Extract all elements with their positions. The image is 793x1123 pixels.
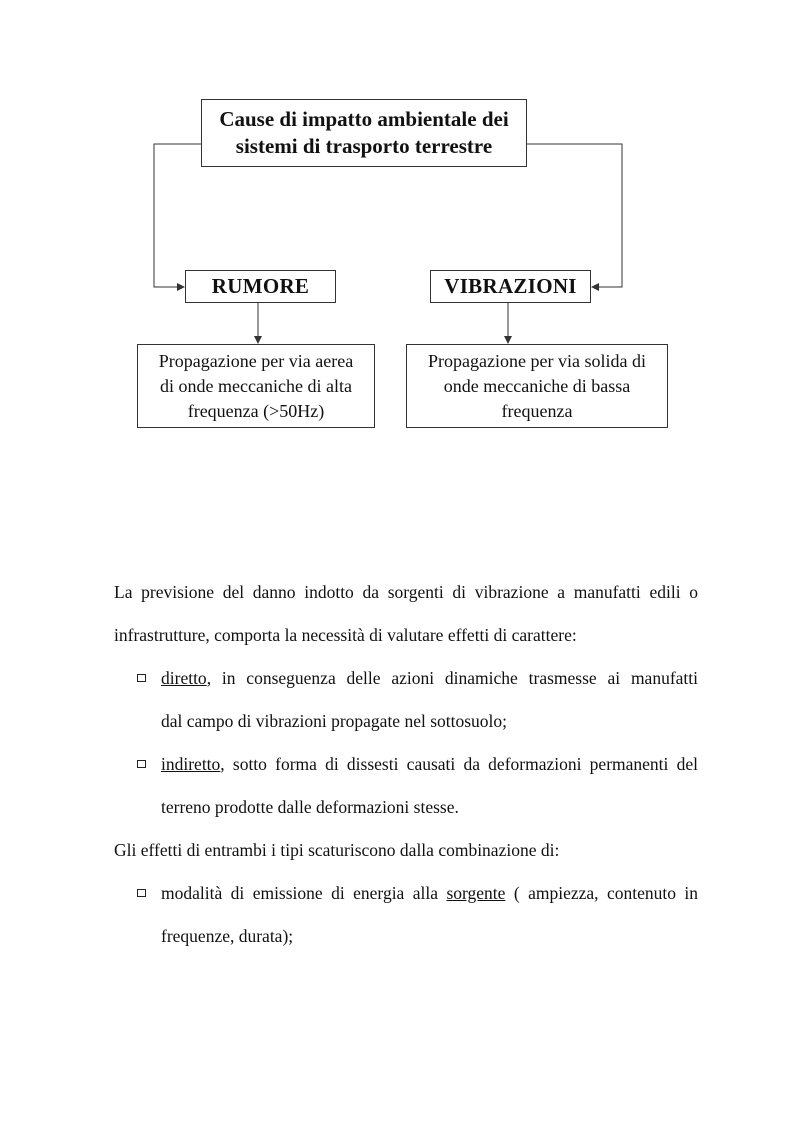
term-indiretto: indiretto: [161, 754, 221, 774]
bullet-diretto-rest: , in conseguenza delle azioni dinamiche trasmesse ai manufatti: [206, 668, 698, 688]
term-sorgente: sorgente: [446, 883, 506, 903]
bullet-diretto-line-2: dal campo di vibrazioni propagate nel sottosuolo;: [161, 711, 508, 731]
intro-line-1: La previsione del danno indotto da sorgenti di vibrazione a manufatti edili o: [114, 582, 698, 602]
arrowhead-rumore: [177, 283, 185, 291]
bullet-diretto-line-1: [161, 668, 698, 688]
diagram-connectors: [0, 0, 793, 460]
bullet-sorgente-line-2: frequenze, durata);: [161, 926, 294, 946]
bullet-square-icon: [137, 674, 146, 682]
bullet-indiretto-rest: , sotto forma di dissesti causati da deformazioni permanenti del: [220, 754, 698, 774]
intro-line-2: infrastrutture, comporta la necessità di valutare effetti di carattere:: [114, 625, 577, 645]
connector-root-to-vibrazioni: [527, 144, 622, 287]
rumore-description-box: Propagazione per via aerea di onde meccaniche di alta frequenza (>50Hz): [137, 344, 375, 428]
bullet-indiretto-line-2: terreno prodotte dalle deformazioni stesse.: [161, 797, 459, 817]
arrowhead-rumore-desc: [254, 336, 262, 344]
vibrazioni-description-box: Propagazione per via solida di onde meccaniche di bassa frequenza: [406, 344, 668, 428]
arrowhead-vibrazioni-desc: [504, 336, 512, 344]
bullet-sorgente-pre: modalità di emissione di energia alla: [161, 883, 447, 903]
root-cause-box: Cause di impatto ambientale dei sistemi di trasporto terrestre: [201, 99, 527, 167]
rumore-box: RUMORE: [185, 270, 336, 303]
bullet-square-icon: [137, 760, 146, 768]
effects-line: Gli effetti di entrambi i tipi scaturiscono dalla combinazione di:: [114, 840, 560, 860]
bullet-sorgente-line-1: [161, 883, 698, 903]
term-diretto: diretto: [161, 668, 207, 688]
bullet-sorgente-post: ( ampiezza, contenuto in: [505, 883, 698, 903]
bullet-indiretto-line-1: [161, 754, 698, 774]
vibrazioni-box: VIBRAZIONI: [430, 270, 591, 303]
arrowhead-vibrazioni: [591, 283, 599, 291]
bullet-square-icon: [137, 889, 146, 897]
connector-root-to-rumore: [154, 144, 201, 287]
